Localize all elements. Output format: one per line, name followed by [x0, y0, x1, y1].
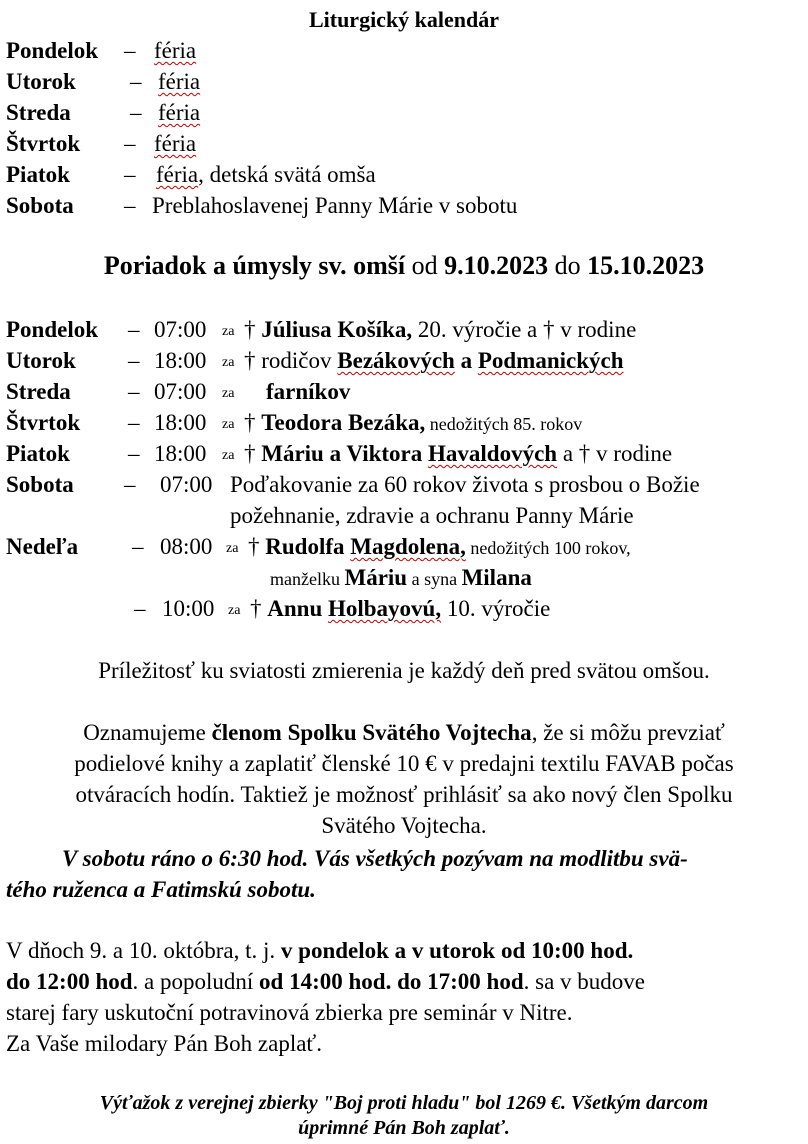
za-label: za	[228, 603, 241, 618]
day-label: Piatok	[6, 441, 70, 466]
collection-line: Za Vaše milodary Pán Boh zaplať.	[6, 1031, 322, 1056]
intention: † Máriu a Viktora Havaldových a † v rodine	[244, 441, 673, 466]
liturgical-row	[6, 66, 201, 97]
spolok-line: Oznamujeme členom Spolku Svätého Vojtecha, že si môžu prevziať	[83, 720, 725, 745]
dash: –	[128, 348, 140, 373]
dash: –	[124, 38, 136, 63]
feria-text: féria	[158, 100, 201, 125]
za-label: za	[222, 417, 235, 432]
za-label: za	[222, 386, 235, 401]
intention-cont: manželku Máriu a syna Milana	[270, 565, 532, 590]
mass-time: 07:00	[154, 317, 207, 342]
liturgical-row	[6, 35, 197, 66]
mass-time: 10:00	[162, 596, 215, 621]
collection-line: do 12:00 hod. a popoludní od 14:00 hod. do 17:00 hod. sa v budove	[6, 969, 645, 994]
mass-time: 07:00	[160, 472, 213, 497]
liturgical-title: Liturgický kalendár	[308, 7, 500, 32]
liturgical-row	[6, 190, 518, 221]
mass-row-friday	[6, 438, 673, 469]
footer-line: Výťažok z verejnej zbierky "Boj proti hladu" bol 1269 €. Všetkým darcom	[99, 1092, 709, 1114]
intention: † Rudolfa Magdolena, nedožitých 100 rokov,	[248, 534, 631, 559]
dash: –	[128, 317, 140, 342]
intention: farníkov	[266, 379, 351, 404]
dash: –	[124, 472, 136, 497]
mass-row-saturday	[6, 469, 700, 528]
dash: –	[132, 534, 144, 559]
dash: –	[124, 162, 136, 187]
mass-row-wednesday	[6, 376, 351, 407]
rosary-line: V sobotu ráno o 6:30 hod. Vás všetkých pozývam na modlitbu svä-	[62, 846, 688, 871]
day-label: Piatok	[6, 162, 70, 187]
rosary-line: tého ruženca a Fatimskú sobotu.	[6, 877, 316, 902]
collection-line: V dňoch 9. a 10. októbra, t. j. v pondelok a v utorok od 10:00 hod.	[6, 938, 634, 963]
liturgical-row	[6, 159, 376, 190]
collection-line: starej fary uskutoční potravinová zbierka pre seminár v Nitre.	[6, 1000, 573, 1025]
feria-text: féria	[154, 38, 197, 63]
intention: † Annu Holbayovú, 10. výročie	[250, 596, 551, 621]
dash: –	[130, 69, 142, 94]
mass-time: 18:00	[154, 410, 207, 435]
intention: † Teodora Bezáka, nedožitých 85. rokov	[244, 410, 583, 435]
mass-row-monday	[6, 314, 637, 345]
spolok-line: Svätého Vojtecha.	[321, 813, 487, 838]
za-label: za	[222, 324, 235, 339]
dash: –	[128, 410, 140, 435]
dash: –	[124, 131, 136, 156]
za-label: za	[226, 541, 239, 556]
day-label: Pondelok	[6, 317, 99, 342]
dash: –	[128, 441, 140, 466]
day-label: Pondelok	[6, 38, 99, 63]
intention: Poďakovanie za 60 rokov života s prosbou o Božie	[230, 472, 700, 497]
day-label: Štvrtok	[6, 131, 81, 156]
dash: –	[134, 596, 146, 621]
intention-cont: požehnanie, zdravie a ochranu Panny Márie	[230, 503, 634, 528]
dash: –	[128, 379, 140, 404]
day-label: Sobota	[6, 193, 74, 218]
mass-row-tuesday	[6, 345, 624, 376]
feria-text: féria	[158, 69, 201, 94]
intention: † Júliusa Košíka, 20. výročie a † v rodine	[244, 317, 637, 342]
za-label: za	[222, 355, 235, 370]
feria-text: féria	[154, 131, 197, 156]
liturgical-row	[6, 128, 197, 159]
day-label: Štvrtok	[6, 410, 81, 435]
day-label: Streda	[6, 379, 71, 404]
liturgical-row	[6, 97, 201, 128]
day-label: Streda	[6, 100, 71, 125]
mass-row-sunday	[6, 531, 631, 590]
za-label: za	[222, 448, 235, 463]
schedule-heading: Poriadok a úmysly sv. omší od 9.10.2023 do 15.10.2023	[103, 251, 705, 280]
mass-time: 18:00	[154, 348, 207, 373]
mass-time: 07:00	[154, 379, 207, 404]
day-label: Nedeľa	[6, 534, 79, 559]
spolok-line: podielové knihy a zaplatiť členské 10 € v predajni textilu FAVAB počas	[74, 751, 734, 776]
confession-notice: Príležitosť ku sviatosti zmierenia je každý deň pred svätou omšou.	[98, 658, 710, 683]
dash: –	[124, 193, 136, 218]
day-label: Utorok	[6, 69, 76, 94]
feast-text: Preblahoslavenej Panny Márie v sobotu	[152, 193, 518, 218]
feria-text: féria, detská svätá omša	[156, 162, 376, 187]
mass-row-thursday	[6, 407, 583, 438]
day-label: Utorok	[6, 348, 76, 373]
mass-time: 18:00	[154, 441, 207, 466]
mass-time: 08:00	[160, 534, 213, 559]
dash: –	[130, 100, 142, 125]
day-label: Sobota	[6, 472, 74, 497]
spolok-line: otváracích hodín. Taktiež je možnosť prihlásiť sa ako nový člen Spolku	[75, 782, 733, 807]
footer-line: úprimné Pán Boh zaplať.	[298, 1117, 510, 1139]
intention: † rodičov Bezákových a Podmanických	[244, 348, 624, 373]
